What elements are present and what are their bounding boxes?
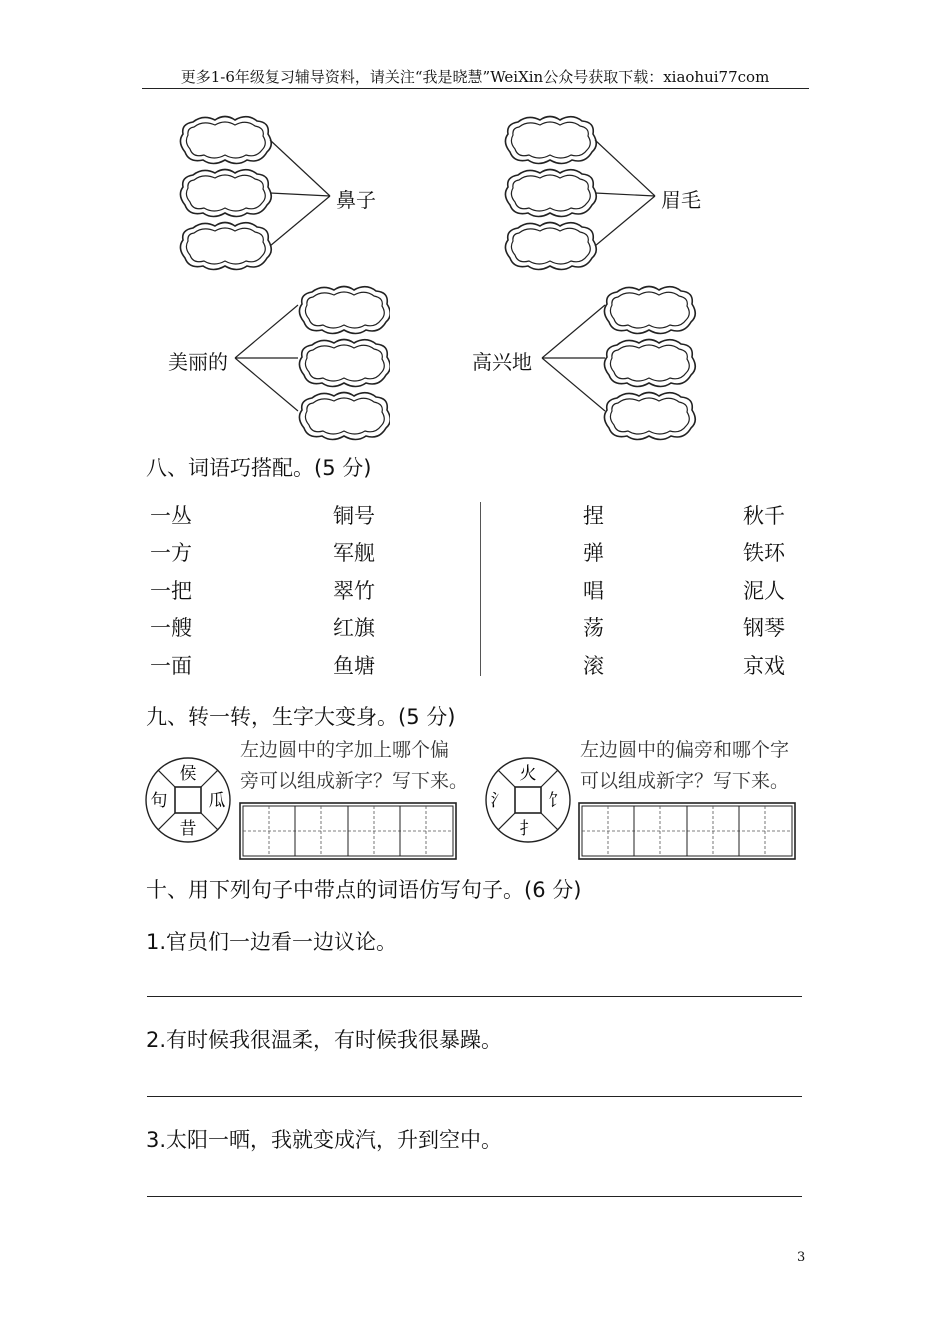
- match-item: 军舰: [333, 541, 375, 565]
- instruction-text: 可以组成新字？写下来。: [580, 770, 790, 792]
- match-item: 唱: [583, 579, 604, 603]
- wheel-left-char: 氵: [490, 791, 508, 811]
- instruction-text: 旁可以组成新字？写下来。: [240, 770, 469, 792]
- match-item: 一面: [150, 654, 192, 678]
- match-item: 秋千: [743, 504, 785, 528]
- word-map-happy: [537, 282, 697, 442]
- character-wheel-1: [144, 756, 232, 844]
- match-item: 红旗: [333, 616, 375, 640]
- example-sentence: 1.官员们一边看一边议论。: [146, 930, 398, 954]
- match-item: 铜号: [333, 504, 375, 528]
- diagram-center-word: 美丽的: [168, 350, 228, 374]
- match-item: 铁环: [743, 541, 785, 565]
- answer-line[interactable]: [147, 996, 802, 997]
- section-9-title: 九、转一转，生字大变身。(5 分): [146, 705, 456, 729]
- cloud-box[interactable]: [299, 340, 390, 387]
- match-item: 鱼塘: [333, 654, 375, 678]
- column-divider: [480, 502, 481, 676]
- writing-grid-1[interactable]: [239, 802, 457, 860]
- match-item: 翠竹: [333, 579, 375, 603]
- writing-grid-2[interactable]: [578, 802, 796, 860]
- example-sentence: 2.有时候我很温柔，有时候我很暴躁。: [146, 1028, 503, 1052]
- wheel-top-char: 火: [519, 764, 537, 784]
- match-item: 滚: [583, 654, 604, 678]
- cloud-box[interactable]: [180, 117, 271, 164]
- cloud-box[interactable]: [180, 170, 271, 217]
- word-map-beautiful: [230, 282, 390, 442]
- match-item: 钢琴: [743, 616, 785, 640]
- cloud-box[interactable]: [604, 287, 695, 334]
- answer-line[interactable]: [147, 1096, 802, 1097]
- cloud-box[interactable]: [180, 223, 271, 270]
- cloud-box[interactable]: [604, 340, 695, 387]
- cloud-box[interactable]: [299, 393, 390, 440]
- example-sentence: 3.太阳一晒，我就变成汽，升到空中。: [146, 1128, 503, 1152]
- match-item: 荡: [583, 616, 604, 640]
- diagram-center-word: 鼻子: [336, 188, 376, 212]
- section-8-title: 八、词语巧搭配。(5 分): [146, 456, 372, 480]
- wheel-right-char: 饣: [548, 791, 566, 811]
- character-wheel-2: [484, 756, 572, 844]
- match-item: 捏: [583, 504, 604, 528]
- match-item: 弹: [583, 541, 604, 565]
- cloud-box[interactable]: [505, 117, 596, 164]
- wheel-bottom-char: 扌: [519, 819, 537, 839]
- answer-line[interactable]: [147, 1196, 802, 1197]
- diagram-center-word: 眉毛: [661, 188, 701, 212]
- wheel-left-char: 句: [150, 791, 168, 811]
- cloud-box[interactable]: [505, 170, 596, 217]
- page-header: 更多1-6年级复习辅导资料，请关注“我是晓慧”WeiXin公众号获取下载：xiaohui77com: [180, 68, 770, 86]
- page-number: 3: [797, 1250, 806, 1265]
- wheel-top-char: 侯: [179, 764, 197, 784]
- diagram-center-word: 高兴地: [472, 350, 532, 374]
- cloud-box[interactable]: [604, 393, 695, 440]
- wheel-bottom-char: 昔: [179, 819, 197, 839]
- match-item: 一艘: [150, 616, 192, 640]
- match-item: 一丛: [150, 504, 192, 528]
- section-10-title: 十、用下列句子中带点的词语仿写句子。(6 分): [146, 878, 582, 902]
- cloud-box[interactable]: [299, 287, 390, 334]
- instruction-text: 左边圆中的字加上哪个偏: [240, 739, 450, 761]
- match-item: 京戏: [743, 654, 785, 678]
- match-item: 一方: [150, 541, 192, 565]
- instruction-text: 左边圆中的偏旁和哪个字: [580, 739, 790, 761]
- match-item: 一把: [150, 579, 192, 603]
- match-item: 泥人: [743, 579, 785, 603]
- header-rule: [142, 88, 809, 89]
- wheel-right-char: 瓜: [208, 791, 226, 811]
- cloud-box[interactable]: [505, 223, 596, 270]
